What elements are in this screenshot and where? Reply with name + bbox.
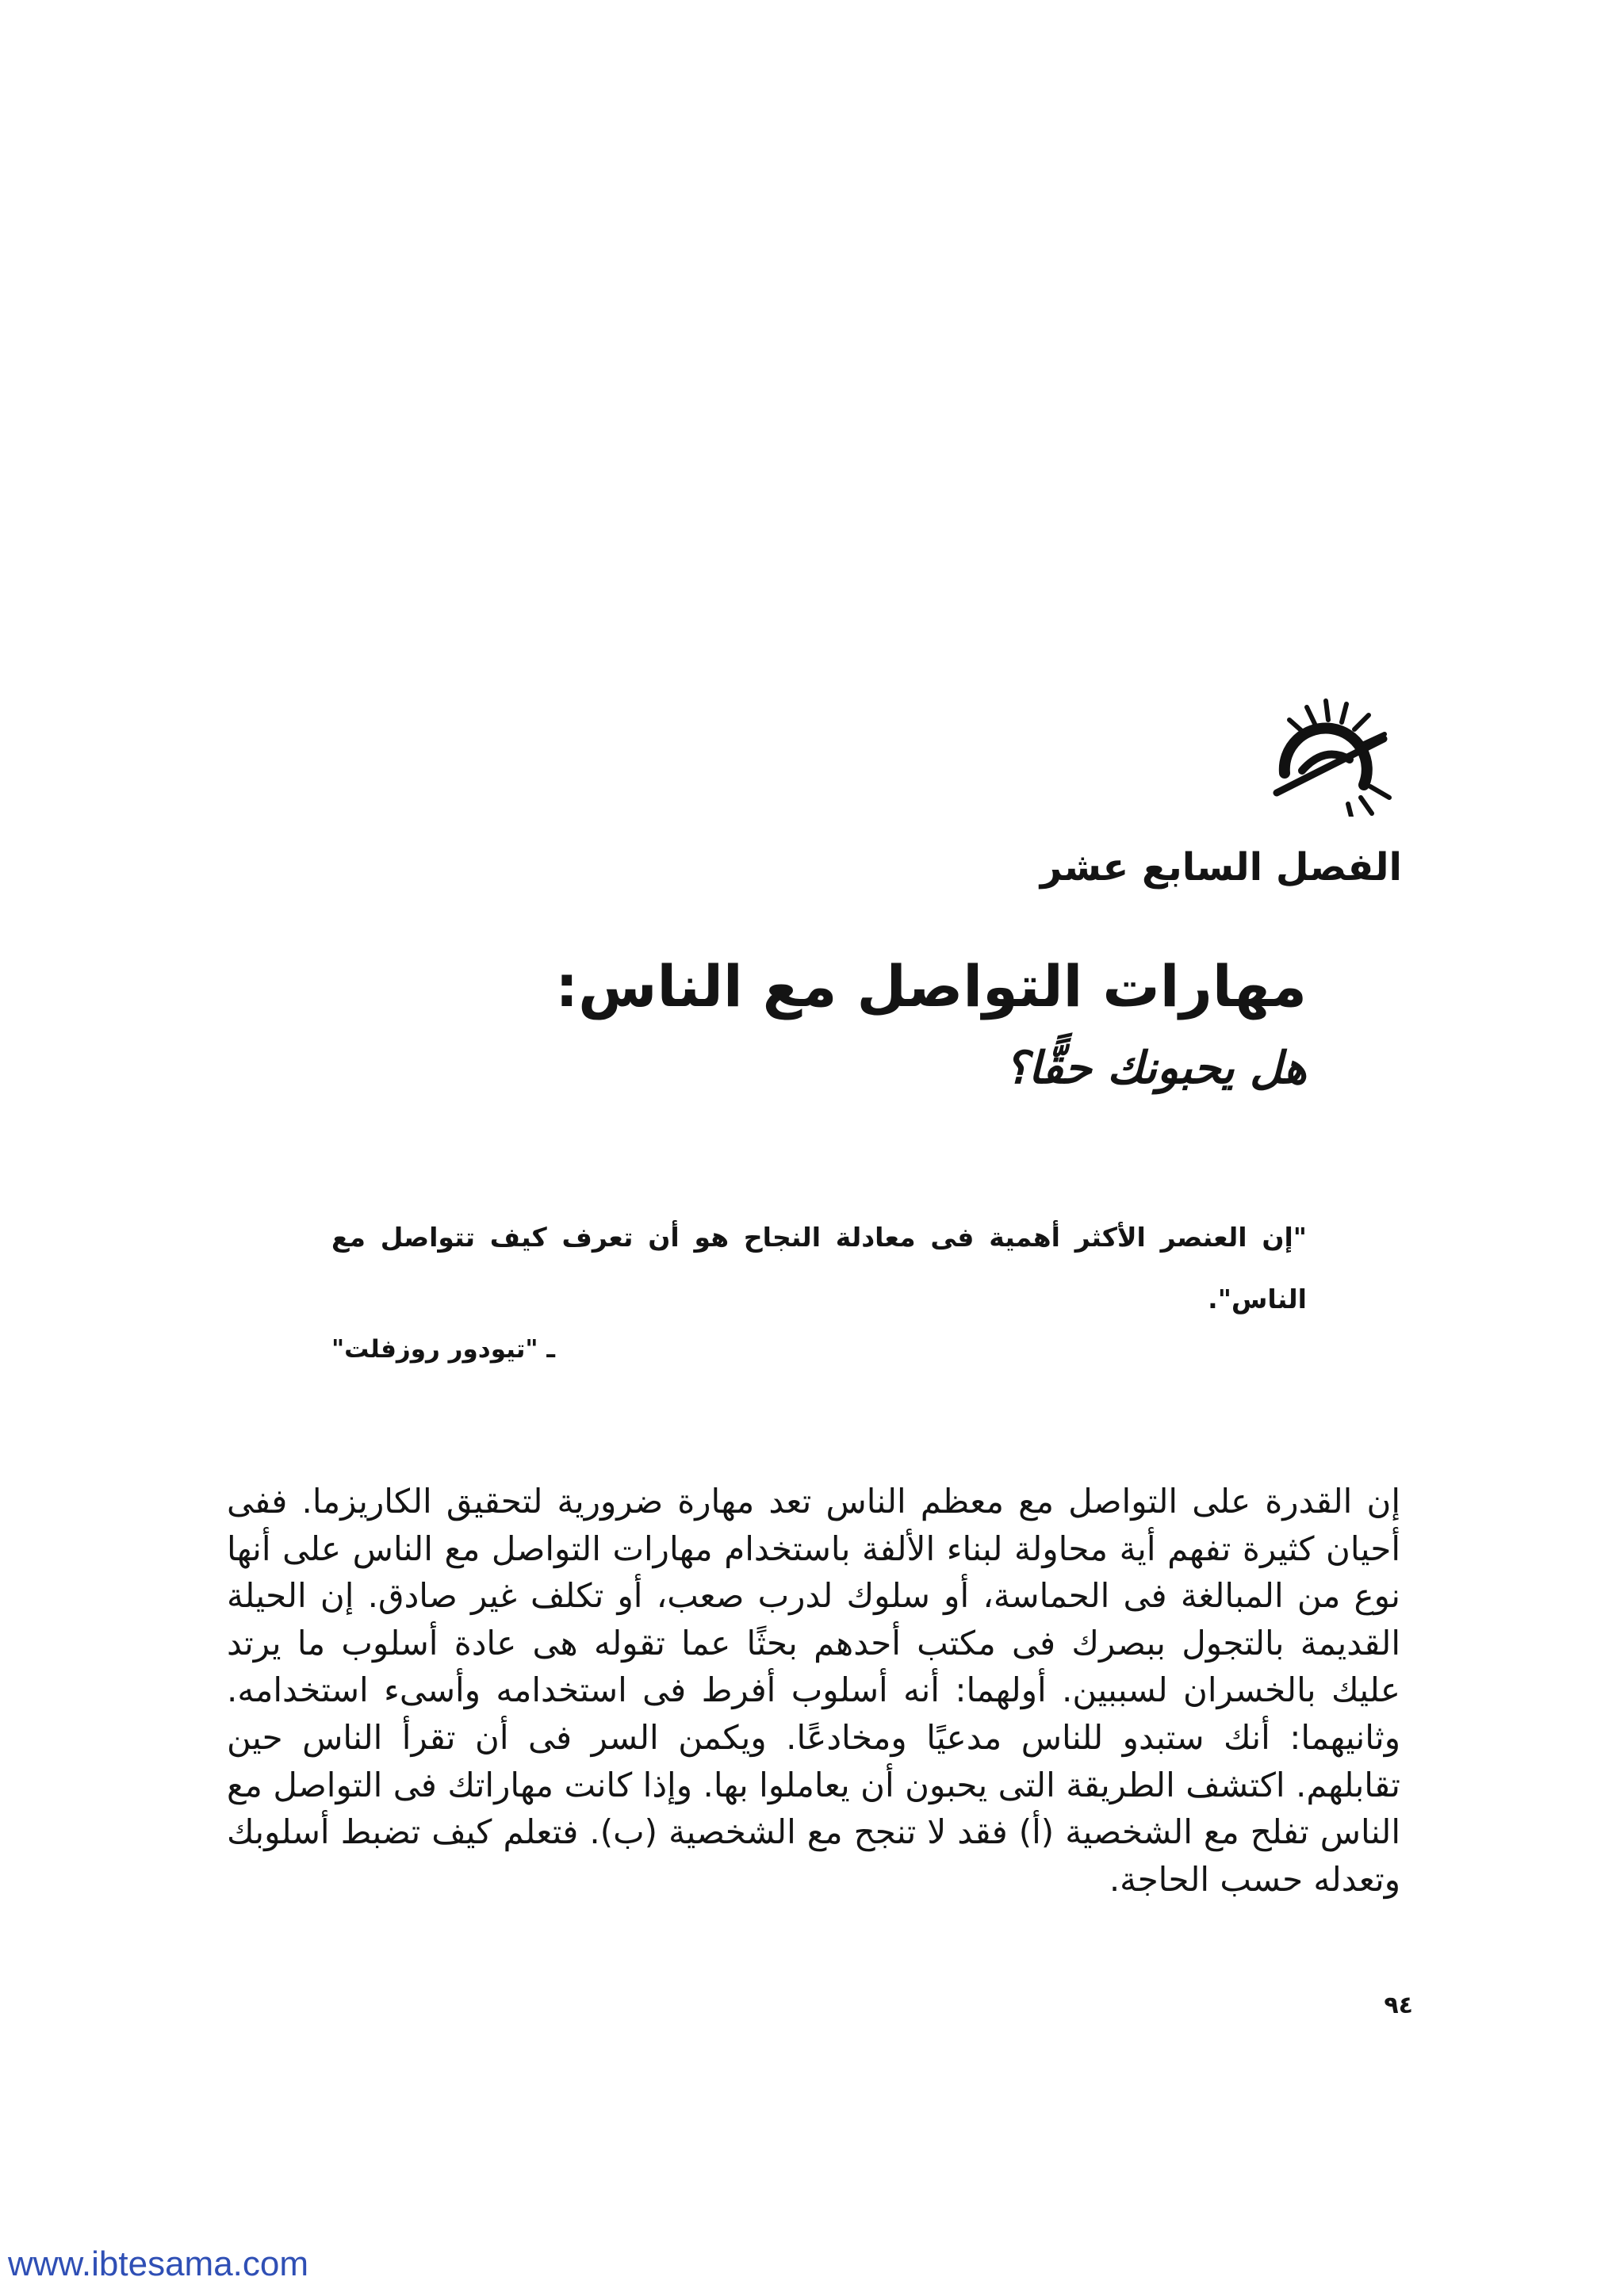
chapter-label: الفصل السابع عشر xyxy=(1040,845,1402,890)
page-number: ٩٤ xyxy=(1384,1992,1413,2019)
sunburst-emblem-icon xyxy=(1253,698,1404,817)
chapter-subtitle: هل يحبونك حقًّا؟ xyxy=(1004,1043,1307,1094)
epigraph-author xyxy=(331,1326,1307,1373)
footer-url[interactable]: www.ibtesama.com xyxy=(8,2244,309,2283)
chapter-title: مهارات التواصل مع الناس: xyxy=(555,953,1307,1020)
body-paragraph: إن القدرة على التواصل مع معظم الناس تعد مهارة ضرورية لتحقيق الكاريزما. ففى أحيان كثيرة تفهم أية محاولة لبناء الألفة باستخدام مهارات التواصل مع الناس على أنها نوع من المبالغة فى الحماسة، أو سلوك لدرب صعب، أو تكلف غير صادق. إن الحيلة القديمة بالتجول ببصرك فى مكتب أحدهم بحثًا عما تقوله هى عادة أسلوب ما يرتد عليك بالخسران لسببين. أولهما: أنه أسلوب أفرط فى استخدامه وأسىء استخدامه. وثانيهما: أنك ستبدو للناس مدعيًا ومخادعًا. ويكمن السر فى أن تقرأ الناس حين تقابلهم. اكتشف الطريقة التى يحبون أن يعاملوا بها. وإذا كانت مهاراتك فى التواصل مع الناس تفلح مع الشخصية (أ) فقد لا تنجح مع الشخصية (ب). فتعلم كيف تضبط أسلوبك وتعدله حسب الحاجة. xyxy=(227,1482,1400,1899)
epigraph-quote: "إن العنصر الأكثر أهمية فى معادلة النجاح هو أن تعرف كيف تتواصل مع الناس". xyxy=(331,1222,1307,1314)
epigraph-author-text: ـ "تيودور روزفلت" xyxy=(331,1335,555,1364)
